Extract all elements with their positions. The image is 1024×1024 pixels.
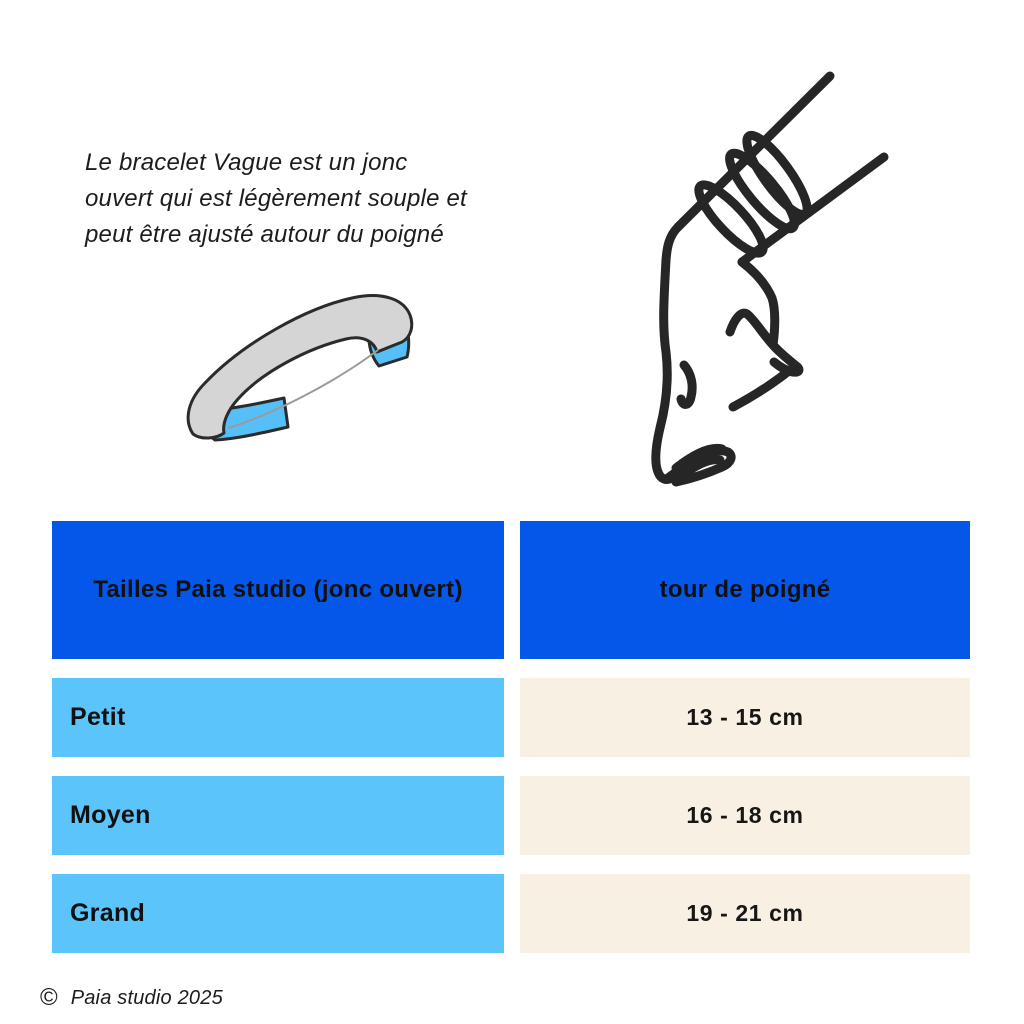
size-label: Petit [70,703,126,731]
copyright-icon: © [40,984,58,1011]
intro-line-2: ouvert qui est légèrement souple et [85,185,467,212]
intro-line-1: Le bracelet Vague est un jonc [85,149,408,176]
table-row-grand-size [52,874,504,953]
size-table-header-sizes-label: Tailles Paia studio (jonc ouvert) [93,576,463,603]
table-row-petit-size [52,678,504,757]
hand-webbing-line [733,370,790,407]
size-label: Moyen [70,801,151,829]
size-table-header-wrist-label: tour de poigné [659,576,831,603]
intro-paragraph [85,145,515,253]
table-row-moyen-size [52,776,504,855]
size-table-header-sizes [52,521,504,659]
wrist-value: 13 - 15 cm [686,704,804,730]
wrist-value: 16 - 18 cm [686,802,804,828]
hand-left-edge [656,227,692,479]
table-row-petit-wrist [520,678,970,757]
wrist-value: 19 - 21 cm [686,900,804,926]
intro-line-3: peut être ajusté autour du poigné [85,221,444,248]
footer [40,986,223,1010]
bracelet-illustration [170,278,470,460]
size-label: Grand [70,899,146,927]
table-row-grand-wrist [520,874,970,953]
copyright-text: Paia studio 2025 [70,986,223,1009]
table-row-moyen-wrist [520,776,970,855]
size-table [52,521,970,953]
hand-knuckle-line [681,365,692,404]
hand-index-finger [730,313,799,372]
size-table-header-wrist [520,521,970,659]
hand-illustration [620,50,980,510]
